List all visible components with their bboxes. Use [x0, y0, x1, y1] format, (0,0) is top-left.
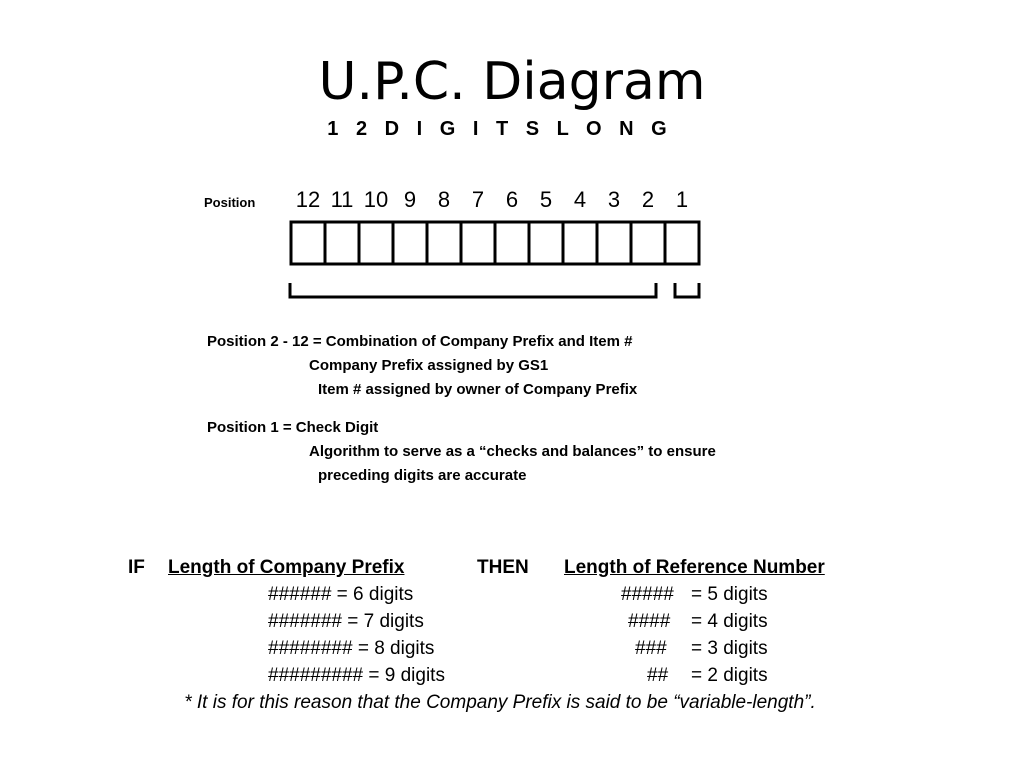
- position-number: 6: [505, 187, 519, 212]
- position-number: 11: [330, 187, 354, 212]
- reference-length: = 3 digits: [691, 638, 768, 659]
- position-number: 5: [539, 187, 553, 212]
- footnote: * It is for this reason that the Company Prefix is said to be “variable-length”.: [184, 692, 816, 713]
- position-number: 9: [403, 187, 417, 212]
- company-prefix-header: Length of Company Prefix: [168, 557, 405, 578]
- position-number: 8: [437, 187, 451, 212]
- reference-hash: #####: [621, 584, 674, 605]
- if-label: IF: [128, 557, 145, 578]
- digit-box: [359, 222, 393, 264]
- digit-box: [461, 222, 495, 264]
- slide-title: U.P.C. Diagram: [318, 52, 706, 112]
- note-positions-2-12: Position 2 - 12 = Combination of Company Prefix and Item #: [207, 333, 633, 350]
- reference-hash: ##: [647, 665, 669, 686]
- prefix-length-row: ###### = 6 digits: [268, 584, 414, 605]
- position-number: 2: [641, 187, 655, 212]
- position-label: Position: [204, 195, 256, 210]
- reference-hash: ####: [628, 611, 671, 632]
- note-check-digit-algorithm: Algorithm to serve as a “checks and balances” to ensure: [309, 443, 716, 460]
- prefix-length-row: ######## = 8 digits: [268, 638, 435, 659]
- digit-box: [665, 222, 699, 264]
- digit-box: [393, 222, 427, 264]
- prefix-length-row: ####### = 7 digits: [268, 611, 424, 632]
- digit-box: [563, 222, 597, 264]
- digit-box: [597, 222, 631, 264]
- note-item-number: Item # assigned by owner of Company Prefix: [318, 381, 638, 398]
- note-company-prefix: Company Prefix assigned by GS1: [309, 357, 549, 374]
- reference-length: = 2 digits: [691, 665, 768, 686]
- digit-box: [631, 222, 665, 264]
- note-check-digit-purpose: preceding digits are accurate: [318, 467, 527, 484]
- reference-length: = 5 digits: [691, 584, 768, 605]
- then-label: THEN: [477, 557, 529, 578]
- slide-subtitle: 1 2 D I G I T S L O N G: [327, 118, 673, 140]
- position-number: 4: [573, 187, 587, 212]
- reference-hash: ###: [635, 638, 667, 659]
- position-number: 10: [363, 187, 389, 212]
- position-number: 1: [675, 187, 689, 212]
- digit-box: [529, 222, 563, 264]
- position-number: 3: [607, 187, 621, 212]
- note-position-1: Position 1 = Check Digit: [207, 419, 379, 436]
- reference-number-header: Length of Reference Number: [564, 557, 825, 578]
- position-number: 7: [471, 187, 485, 212]
- reference-length: = 4 digits: [691, 611, 768, 632]
- bracket-positions-2-12: [290, 283, 656, 297]
- digit-box: [427, 222, 461, 264]
- digit-box: [325, 222, 359, 264]
- digit-box: [495, 222, 529, 264]
- prefix-length-row: ######### = 9 digits: [268, 665, 445, 686]
- position-number: 12: [295, 187, 321, 212]
- digit-box: [291, 222, 325, 264]
- bracket-position-1: [675, 283, 699, 297]
